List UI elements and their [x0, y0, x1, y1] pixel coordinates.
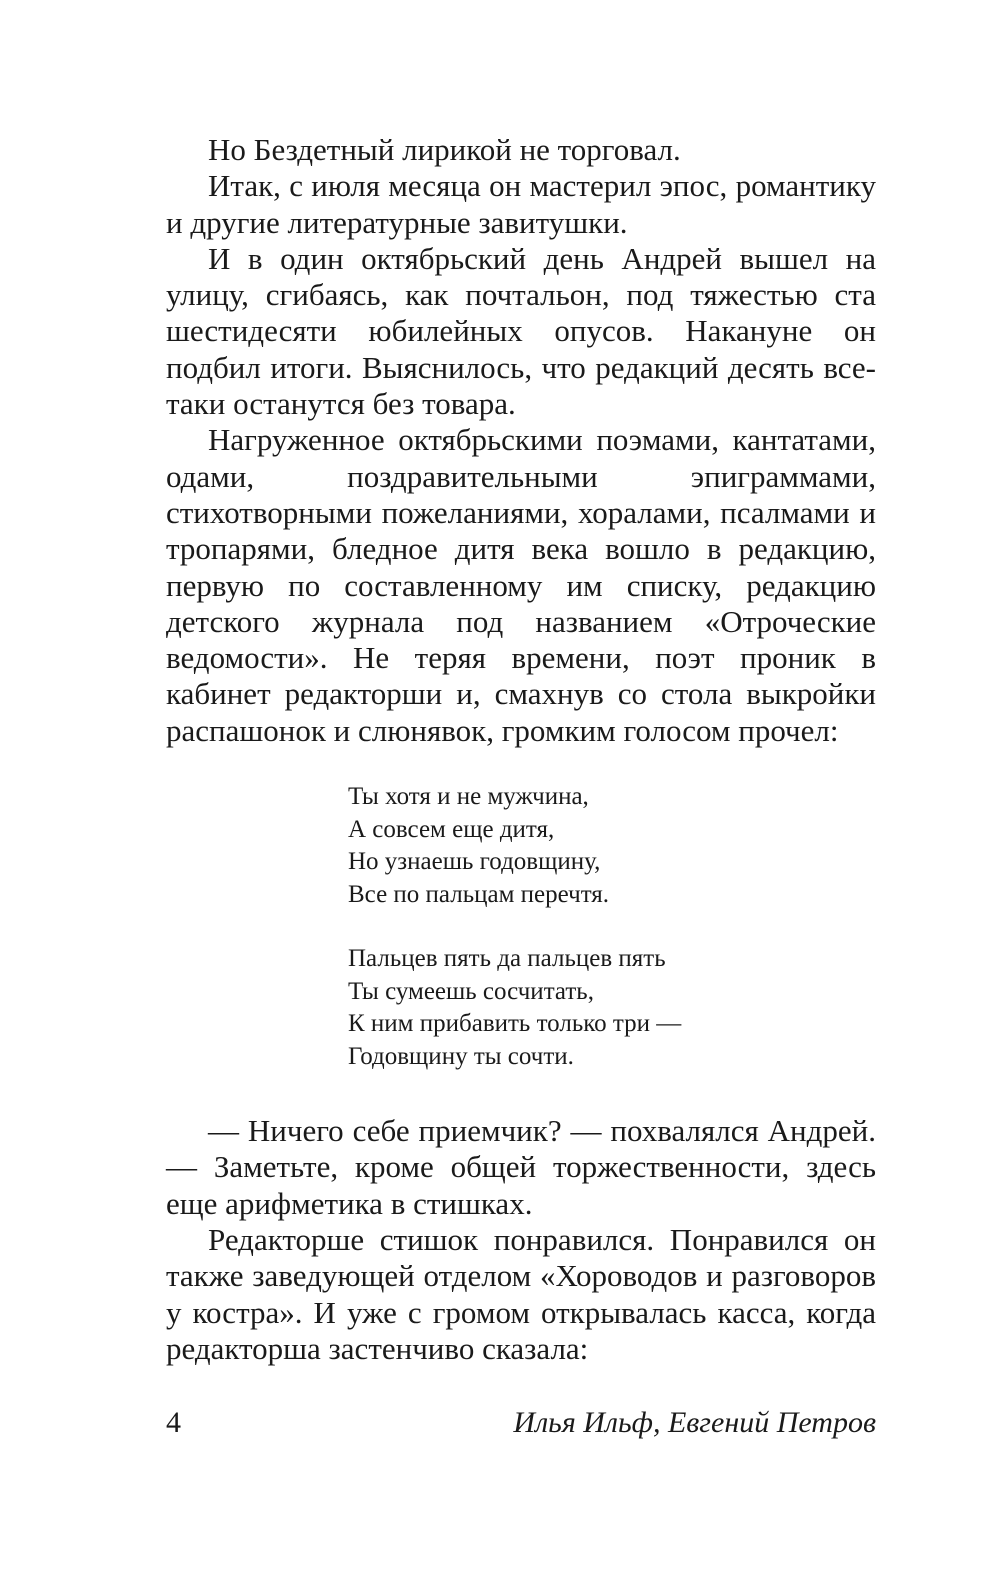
verse-line: Но узнаешь годовщину,: [348, 848, 601, 876]
running-title: Илья Ильф, Евгений Петров: [513, 1406, 876, 1439]
verse-line: Годовщину ты сочти.: [348, 1042, 574, 1070]
verse-line: Ты сумеешь сосчитать,: [348, 977, 594, 1005]
verse-line: Ты хотя и не мужчина,: [348, 783, 589, 811]
paragraph: Редакторше стишок понравился. Понравился он также заведующей отделом «Хороводов и разговоров у костра». И уже с громом открывалась касса, когда редакторша застенчиво сказала:: [166, 1221, 876, 1366]
verse-line: А совсем еще дитя,: [348, 815, 555, 843]
paragraph: Итак, с июля месяца он мастерил эпос, романтику и другие литературные завитушки.: [166, 168, 876, 240]
paragraph: — Ничего себе приемчик? — похвалялся Андрей. — Заметьте, кроме общей торжественности, здесь еще арифметика в стишках.: [166, 1113, 876, 1221]
poem-stanza-1: [348, 781, 876, 911]
main-text: [166, 132, 876, 1367]
verse-line: Все по пальцам перечтя.: [348, 880, 610, 908]
paragraph: Но Бездетный лирикой не торговал.: [208, 132, 681, 167]
poem: [348, 781, 876, 1073]
paragraph: И в один октябрьский день Андрей вышел на улицу, сгибаясь, как почтальон, под тяжестью ста шестидесяти юбилейных опусов. Накануне он подбил итоги. Выяснилось, что редакций десять все-таки останутся без товара.: [166, 240, 876, 422]
verse-line: К ним прибавить только три —: [348, 1010, 682, 1038]
paragraph: Нагруженное октябрьскими поэмами, кантатами, одами, поздравительными эпиграммами, стихотворными пожеланиями, хоралами, псалмами и тропарями, бледное дитя века вошло в редакцию, первую по составленному им списку, редакцию детского журнала под названием «Отроческие ведомости». Не теряя времени, поэт проник в кабинет редакторши и, смахнув со стола выкройки распашонок и слюнявок, громким голосом прочел:: [166, 422, 876, 748]
poem-stanza-2: [348, 943, 876, 1073]
verse-line: Пальцев пять да пальцев пять: [348, 945, 666, 973]
page-number: 4: [166, 1406, 181, 1439]
